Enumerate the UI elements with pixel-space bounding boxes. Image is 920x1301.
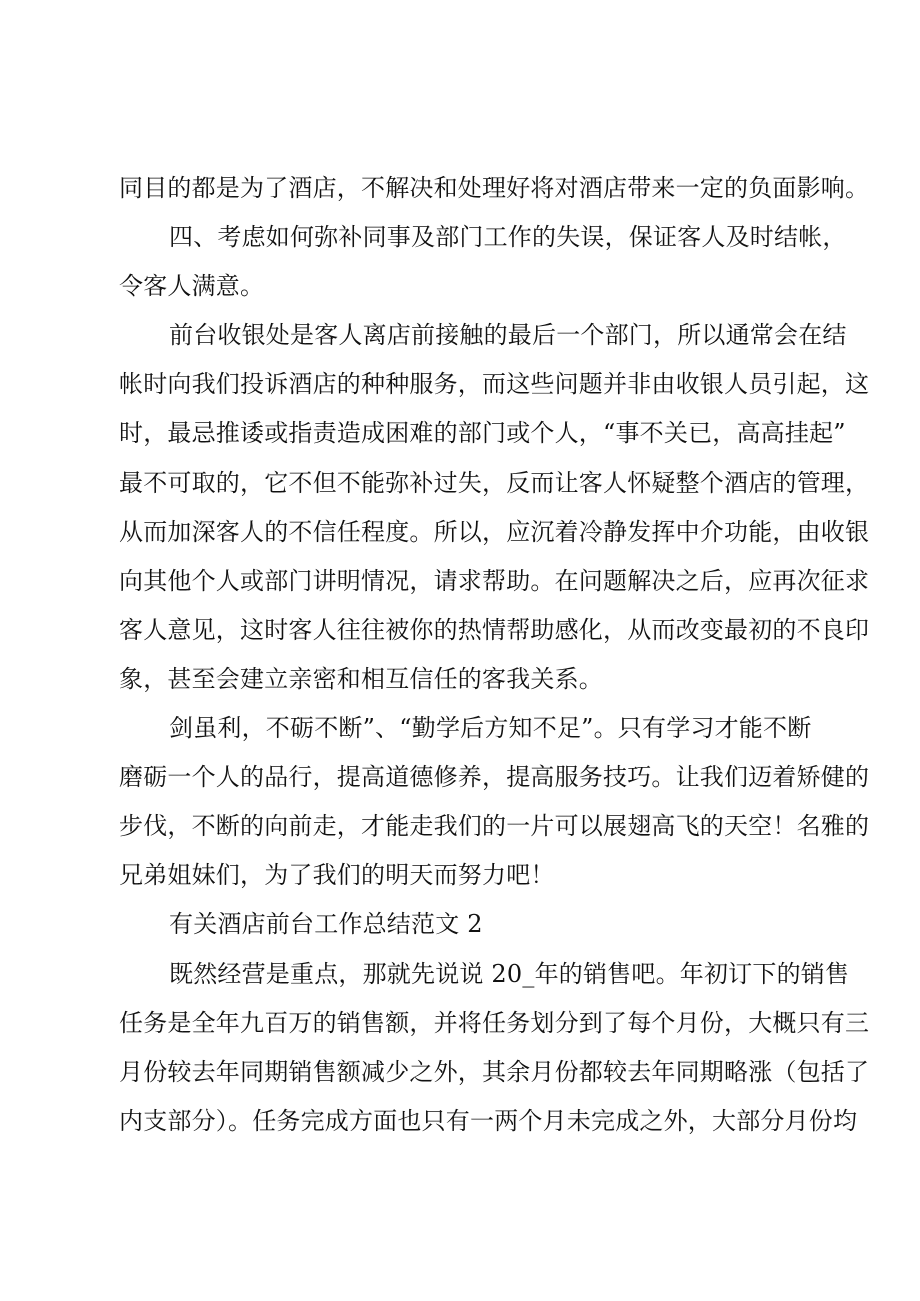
text-line-17: 既然经营是重点，那就先说说 20_年的销售吧。年初订下的销售 (169, 959, 850, 988)
text-line-7: 最不可取的，它不但不能弥补过失，反而让客人怀疑整个酒店的管理， (119, 468, 870, 497)
text-line-2: 四、考虑如何弥补同事及部门工作的失误，保证客人及时结帐， (169, 223, 847, 252)
text-line-15: 兄弟姐妹们，为了我们的明天而努力吧！ (119, 861, 555, 890)
section-heading: 有关酒店前台工作总结范文 2 (169, 910, 483, 939)
text-line-20: 内支部分）。任务完成方面也只有一两个月未完成之外，大部分月份均 (119, 1106, 858, 1135)
text-line-5: 帐时向我们投诉酒店的种种服务，而这些问题并非由收银人员引起，这 (119, 370, 870, 399)
text-line-18: 任务是全年九百万的销售额，并将任务划分到了每个月份，大概只有三 (119, 1008, 870, 1037)
text-line-19: 月份较去年同期销售额减少之外，其余月份都较去年同期略涨（包括了 (119, 1057, 870, 1086)
text-line-1: 同目的都是为了酒店，不解决和处理好将对酒店带来一定的负面影响。 (119, 174, 870, 202)
text-line-12: 剑虽利，不砺不断”、“勤学后方知不足”。只有学习才能不断 (169, 714, 812, 743)
text-line-11: 象，甚至会建立亲密和相互信任的客我关系。 (119, 664, 603, 693)
text-line-10: 客人意见，这时客人往往被你的热情帮助感化，从而改变最初的不良印 (119, 615, 870, 644)
text-line-9: 向其他个人或部门讲明情况，请求帮助。在问题解决之后，应再次征求 (119, 566, 870, 595)
text-line-14: 步伐，不断的向前走，才能走我们的一片可以展翅高飞的天空！名雅的 (119, 812, 870, 841)
text-line-13: 磨砺一个人的品行，提高道德修养，提高服务技巧。让我们迈着矫健的 (119, 763, 870, 792)
text-line-4: 前台收银处是客人离店前接触的最后一个部门，所以通常会在结 (169, 321, 847, 350)
text-line-8: 从而加深客人的不信任程度。所以，应沉着冷静发挥中介功能，由收银 (119, 517, 870, 546)
text-line-6: 时，最忌推诿或指责造成困难的部门或个人，“事不关已，高高挂起” (119, 419, 846, 448)
document-body (119, 164, 870, 1146)
text-line-3: 令客人满意。 (119, 272, 265, 301)
